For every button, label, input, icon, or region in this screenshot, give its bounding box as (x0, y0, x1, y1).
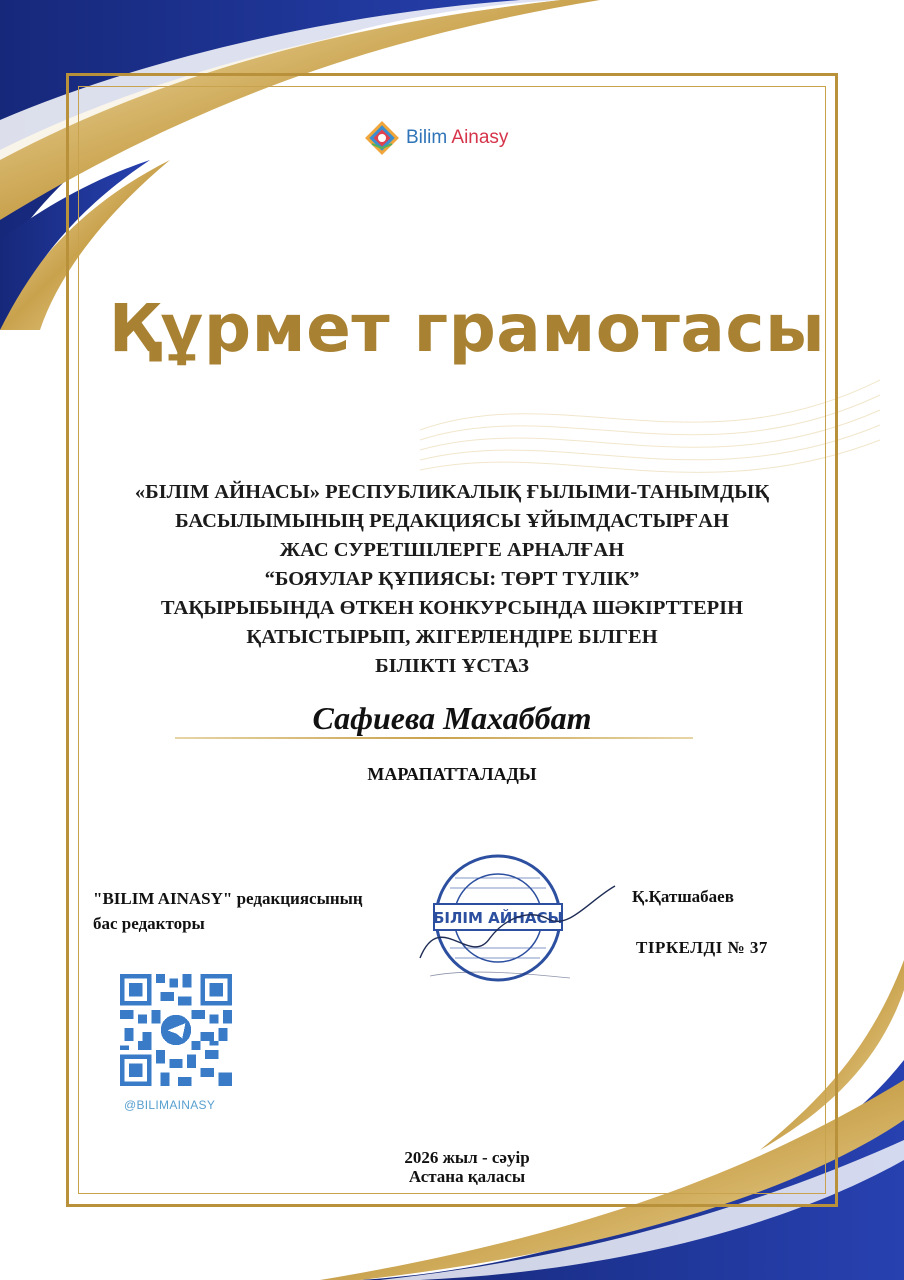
certificate-title: Құрмет грамотасы (108, 290, 826, 367)
issue-date (0, 1148, 904, 1186)
body-line: БІЛІКТІ ҰСТАЗ (375, 655, 529, 677)
body-line: «БІЛІМ АЙНАСЫ» РЕСПУБЛИКАЛЫҚ ҒЫЛЫМИ-ТАНЫМДЫҚ (134, 481, 770, 503)
registration-number: ТІРКЕЛДІ № 37 (636, 938, 768, 957)
body-line: ҚАТЫСТЫРЫП, ЖІГЕРЛЕНДІРЕ БІЛГЕН (246, 626, 658, 648)
logo-text (406, 127, 508, 149)
city-line: Астана қаласы (408, 1167, 526, 1186)
date-line: 2026 жыл - сәуір (404, 1148, 530, 1167)
recipient-name: Сафиева Махаббат (312, 700, 592, 736)
bilim-ainasy-logo-icon (362, 118, 402, 158)
signer-name: Қ.Қатшабаев (632, 887, 734, 906)
social-handle: @BILIMAINASY (124, 1098, 216, 1112)
body-line: БАСЫЛЫМЫНЫҢ РЕДАКЦИЯСЫ ҰЙЫМДАСТЫРҒАН (175, 510, 729, 532)
official-stamp (410, 848, 620, 988)
award-text: МАРАПАТТАЛАДЫ (367, 764, 537, 784)
logo-text-bilim: Bilim (406, 127, 448, 148)
bilim-ainasy-logo (362, 116, 562, 160)
certificate-body (80, 478, 824, 681)
editor-title (93, 886, 423, 936)
stamp-center-text: БІЛІМ АЙНАСЫ (432, 909, 564, 927)
qr-code[interactable] (120, 974, 232, 1086)
editor-title-line2: бас редакторы (93, 914, 205, 933)
body-line: “БОЯУЛАР ҚҰПИЯСЫ: ТӨРТ ТҮЛІК” (264, 568, 640, 590)
body-line: ЖАС СУРЕТШІЛЕРГЕ АРНАЛҒАН (279, 539, 625, 561)
logo-text-ainasy: Ainasy (451, 127, 509, 148)
name-underline (175, 737, 693, 739)
body-line: ТАҚЫРЫБЫНДА ӨТКЕН КОНКУРСЫНДА ШӘКІРТТЕРІН (160, 597, 744, 619)
editor-title-line1: "BILIM AINASY" редакциясының (93, 889, 363, 908)
